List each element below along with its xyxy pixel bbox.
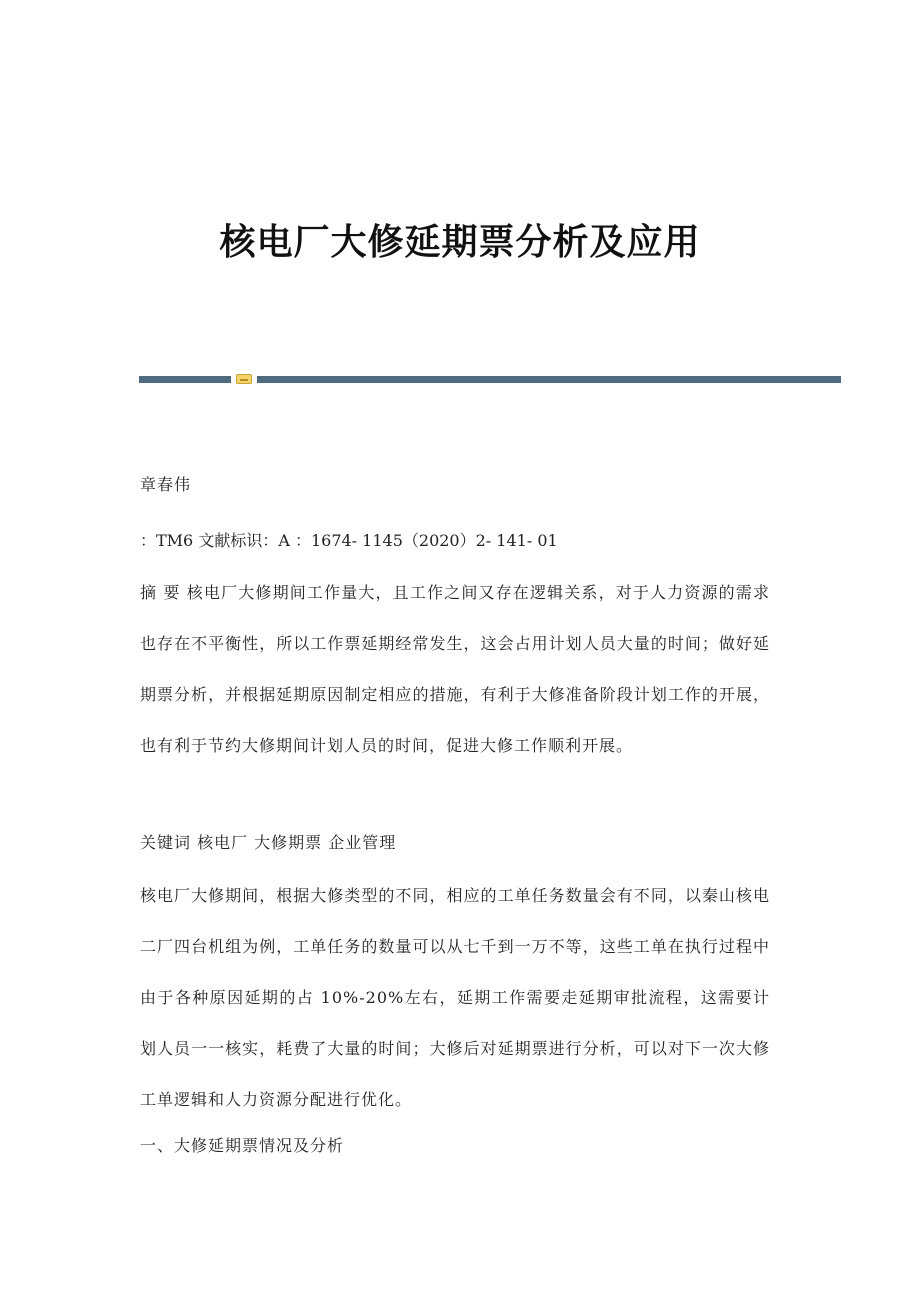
bookmark-ornament-icon bbox=[236, 374, 252, 384]
classification-line: ：TM6 文献标识：A ：1674- 1145（2020）2- 141- 01 bbox=[140, 531, 558, 550]
abstract-paragraph: 摘 要 核电厂大修期间工作量大，且工作之间又存在逻辑关系，对于人力资源的需求也存在不平衡性，所以工作票延期经常发生，这会占用计划人员大量的时间；做好延期票分析，并根据延期原因制定相应的措施，有利于大修准备阶段计划工作的开展，也有利于节约大修期间计划人员的时间，促进大修工作顺利开展。 bbox=[140, 583, 770, 755]
keywords-line: 关键词 核电厂 大修期票 企业管理 bbox=[140, 833, 397, 852]
section-heading: 一、大修延期票情况及分析 bbox=[140, 1136, 345, 1155]
intro-paragraph: 核电厂大修期间，根据大修类型的不同，相应的工单任务数量会有不同，以秦山核电二厂四台机组为例，工单任务的数量可以从七千到一万不等，这些工单在执行过程中由于各种原因延期的占 10%-20%左右，延期工作需要走延期审批流程，这需要计划人员一一核实，耗费了大量的时间；大修后对延期票进行分析，可以对下一次大修工单逻辑和人力资源分配进行优化。 bbox=[140, 886, 770, 1109]
divider-bar-left bbox=[139, 376, 231, 383]
author-name: 章春伟 bbox=[140, 475, 192, 494]
divider-bar-right bbox=[257, 376, 841, 383]
document-title: 核电厂大修延期票分析及应用 bbox=[219, 221, 701, 263]
title-divider bbox=[139, 374, 841, 384]
